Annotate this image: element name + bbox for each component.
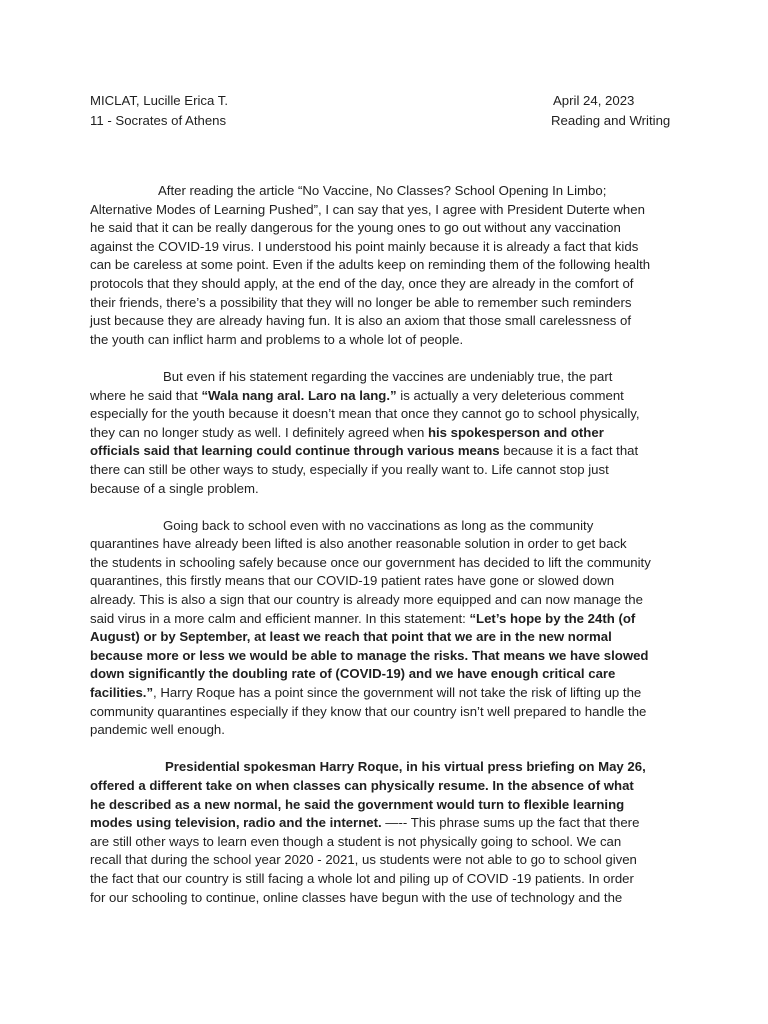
bold-text: Presidential spokesman Harry Roque, in his virtual press briefing on May 26, [165, 759, 646, 775]
text-line [90, 796, 680, 815]
header-right [553, 91, 670, 131]
text-line [90, 294, 680, 313]
text-segment: for our schooling to continue, online classes have begun with the use of technology and the [90, 889, 623, 905]
text-segment: said virus in a more calm and efficient manner. In this statement: [90, 610, 470, 626]
text-line [90, 572, 680, 591]
text-line [90, 591, 680, 610]
text-line [90, 201, 680, 220]
text-line [90, 665, 680, 684]
text-segment: because it is a fact that [499, 443, 639, 459]
text-line [90, 535, 680, 554]
text-segment: the youth can inflict harm and problems to a whole lot of people. [90, 331, 464, 347]
text-line [90, 814, 680, 833]
text-line [90, 647, 680, 666]
text-line [90, 442, 680, 461]
text-segment: After reading the article “No Vaccine, No Classes? School Opening In Limbo; [158, 183, 607, 198]
text-line [90, 368, 680, 387]
text-line [90, 517, 680, 536]
text-segment: there can still be other ways to study, especially if you really want to. Life cannot stop just [90, 461, 609, 477]
bold-text: because more or less we would be able to manage the risks. That means we have slowed [90, 647, 649, 663]
text-segment: the students in schooling safely because once our government has decided to lift the community [90, 554, 651, 570]
text-line [90, 889, 680, 908]
text-segment: recall that during the school year 2020 - 2021, us students were not able to go to school given [90, 852, 637, 868]
text-line [90, 405, 680, 424]
text-line [90, 851, 680, 870]
text-line [90, 256, 680, 275]
text-segment: is actually a very deleterious comment [396, 387, 624, 403]
text-segment: they can no longer study as well. I definitely agreed when [90, 424, 428, 440]
text-segment: quarantines, this firstly means that our COVID-19 patient rates have gone or slowed down [90, 573, 615, 589]
essay-body [90, 182, 680, 926]
bold-text: August) or by September, at least we reach that point that we are in the new normal [90, 629, 612, 645]
text-line [90, 870, 680, 889]
text-line [90, 758, 680, 777]
text-segment: just because they are already having fun. It is also an axiom that those small carelessness of [90, 313, 631, 329]
subject-name: Reading and Writing [551, 113, 671, 128]
bold-text: facilities.” [90, 685, 154, 701]
text-line [90, 275, 680, 294]
text-line [90, 610, 680, 629]
text-line [90, 554, 680, 573]
document-date: April 24, 2023 [553, 93, 635, 108]
text-segment: where he said that [90, 387, 202, 403]
paragraph [90, 517, 680, 740]
paragraph [90, 368, 680, 498]
text-line [90, 480, 680, 499]
text-line [90, 721, 680, 740]
text-segment: already. This is also a sign that our country is already more equipped and can now manage the [90, 592, 643, 608]
paragraph [90, 182, 680, 349]
text-segment: community quarantines especially if they know that our country isn’t well prepared to handle the [90, 703, 647, 719]
text-line [90, 312, 680, 331]
student-section: 11 - Socrates of Athens [90, 113, 227, 128]
paragraph [90, 758, 680, 907]
text-segment: quarantines have already been lifted is also another reasonable solution in order to get back [90, 536, 627, 552]
text-segment: can be careless at some point. Even if the adults keep on reminding them of the following health [90, 257, 651, 273]
text-segment: Alternative Modes of Learning Pushed”, I can say that yes, I agree with President Duterte when [90, 201, 645, 217]
bold-text: officials said that learning could continue through various means [90, 443, 500, 459]
text-segment: their friends, there’s a possibility that they will no longer be able to remember such reminders [90, 294, 632, 310]
text-line [90, 331, 680, 350]
text-line [90, 182, 680, 201]
text-segment: especially for the youth because it doesn’t mean that once they cannot go to school physically, [90, 406, 640, 422]
bold-text: “Wala nang aral. Laro na lang.” [201, 387, 397, 403]
text-segment: pandemic well enough. [90, 722, 225, 738]
student-name: MICLAT, Lucille Erica T. [90, 93, 229, 108]
text-segment: But even if his statement regarding the vaccines are undeniably true, the part [163, 368, 613, 384]
text-line [90, 703, 680, 722]
text-segment: —-- This phrase sums up the fact that there [381, 815, 640, 831]
text-line [90, 833, 680, 852]
text-line [90, 628, 680, 647]
text-segment: Going back to school even with no vaccinations as long as the community [163, 517, 594, 533]
text-segment: , Harry Roque has a point since the government will not take the risk of lifting up the [153, 685, 642, 701]
text-line [90, 238, 680, 257]
header-left [90, 91, 228, 131]
bold-text: “Let’s hope by the 24th (of [469, 610, 636, 626]
bold-text: down significantly the doubling rate of (COVID-19) and we have enough critical care [90, 666, 616, 682]
text-line [90, 387, 680, 406]
bold-text: modes using television, radio and the internet. [90, 815, 382, 831]
text-line [90, 684, 680, 703]
text-segment: because of a single problem. [90, 480, 259, 496]
text-segment: are still other ways to learn even though a student is not physically going to school. We can [90, 833, 622, 849]
bold-text: offered a different take on when classes can physically resume. In the absence of what [90, 778, 634, 793]
text-line [90, 777, 680, 796]
bold-text: his spokesperson and other [427, 424, 604, 440]
text-line [90, 424, 680, 443]
bold-text: he described as a new normal, he said the government would turn to flexible learning [90, 796, 625, 812]
text-segment: he said that it can be really dangerous for the young ones to go out without any vaccination [90, 220, 621, 236]
text-line [90, 461, 680, 480]
text-segment: the fact that our country is still facing a whole lot and piling up of COVID -19 patients. In order [90, 870, 634, 886]
text-segment: against the COVID-19 virus. I understood his point mainly because it is already a fact that kids [90, 238, 639, 254]
text-line [90, 219, 680, 238]
text-segment: protocols that they should apply, at the end of the day, once they are already in the comfort of [90, 275, 634, 291]
